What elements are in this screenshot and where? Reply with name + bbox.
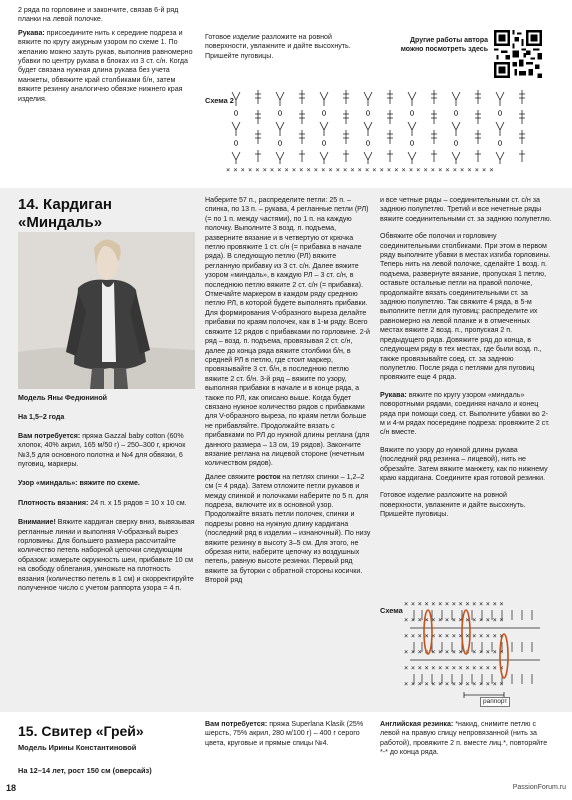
model-author: Модель Яны Федюниной	[18, 394, 108, 402]
finishing-text: Готовое изделие разложите на ровной поверхности, увлажните и дайте высохнуть. Пришейте пуговицы.	[205, 33, 351, 60]
pattern-paragraph: Узор «миндаль»: вяжите по схеме.	[18, 479, 140, 488]
svg-text:×××××××××××××××: ×××××××××××××××	[404, 600, 507, 608]
section-15-author: Модель Ирины Константиновой	[18, 743, 137, 752]
cardigan-photo	[18, 232, 195, 389]
rapport-label: раппорт	[480, 697, 510, 707]
page-number: 18	[6, 783, 17, 793]
svg-text:×××××××××××××××: ×××××××××××××××	[404, 664, 507, 672]
qr-caption: Другие работы автора можно посмотреть здесь	[400, 37, 488, 53]
qr-code-icon[interactable]	[494, 30, 542, 78]
finishing-14-text: Готовое изделие разложите на ровной поверхности, увлажните и дайте высохнуть. Пришейте пуговицы.	[380, 491, 526, 519]
bands-text: Обвяжите обе полочки и горловину соединительными столбиками. При этом в первом ряду выполните убавки в местах изгиба горловины. Теперь нить на левой полочке, сделайте 1 возд. п. подъема, развернуте вязание, пропуская 1 петлю, оставьте остальные петли на правой полочке, продолжайте вязать соединительными ст. за заднюю полупетлю. Так свяжите 4 ряда, в 5-м выполните петли для пуговиц: распределите их равномерно на левой планке и в отмеченных местах вяжите 2 возд. п., пропуская 2 п. предыдущего ряда. Довяжите ряд до конца, в следующем ряду в тех местах, где были возд. п., также провязывайте соед. ст. за заднюю полупетлю. После ряда с петлями для пуговиц провяжите еще 4 ряда.	[380, 232, 551, 382]
section-15-materials: Вам потребуется: пряжа Superlana Klasik (25% шерсть, 75% акрил, 280 м/100 г) – 400 г серого цвета, круговые и прямые спицы №4.	[205, 720, 364, 747]
section-15-rib: Английская резинка: *накид, снимите петлю с левой на правую спицу непровязанной (нить за работой), провяжите 2 п. вместе лиц.*, повторяйте *-* до конца ряда.	[380, 720, 548, 757]
site-watermark: PassionForum.ru	[512, 784, 566, 791]
scheme-2-caption: Схема 2	[205, 96, 234, 105]
scheme-caption: Схема	[380, 606, 403, 615]
svg-text:×××××××××××××××: ×××××××××××××××	[404, 648, 507, 656]
materials-paragraph: Вам потребуется: пряжа Gazzal baby cotton (60% хлопок, 40% акрил, 165 м/50 г) – 250–300 г, крючок №3,5 для основного полотна и №4 для обвязки, 6 пуговиц, маркеры.	[18, 431, 186, 469]
section-14-left-column	[18, 394, 198, 598]
svg-text:×××××××××××××××: ×××××××××××××××	[404, 680, 507, 688]
section-14-right-column	[380, 196, 552, 524]
section-14-middle-column	[205, 196, 371, 590]
attention-paragraph: Внимание! Вяжите кардиган сверху вниз, вывязывая регланные линии и выполняя V-образный вырез горловины. Для большего размера рассчитайте количество петель наборной цепочки следующим образом: измерьте окружность шеи, прибавьте 10 см на свободу облегания, умножьте на плотность вязания (количество петель в 1 см) и скорректируйте полученное число с учетом раппорта узора = 4 п.	[18, 518, 195, 593]
svg-text:×××××××××××××××: ×××××××××××××××	[404, 632, 507, 640]
top-intro: 2 ряда по горловине и закончите, связав 6-й ряд планки на левой полочке.	[18, 6, 179, 24]
almond-pattern-chart	[404, 598, 546, 706]
svg-text:×××××××××××××××: ×××××××××××××××	[404, 616, 507, 624]
svg-text:××××××××××××××××××××××××××××××: ×××××××××××××××××××××××××××××××××××××	[226, 166, 497, 174]
instructions-yoke: Наберите 57 п., распределите петли: 25 п. – спинка, по 13 п. – рукава, 4 регланные петли (РЛ) (= по 1 п. между частями), по 1 п. на каждую полочку. Выполните 3 возд. п. подъема, разверните вязание и в четвертую от крючка петлю провяжите 1 ст. с/н (= прибавка в начале ряда). В следующую петлю (РЛ) вяжите регланную прибавку из 3 ст. с/н. Далее вяжите узором «миндаль», в каждую РЛ – 3 ст. с/н, в последнюю петлю вяжите 2 ст. с/н (= прибавка). Отмечайте маркером в каждом ряду среднюю петлю РЛ, в которой будете выполнять прибавки. Для формирования V-образного выреза делайте прибавки по краям полочек, как в 1-м ряду. Всего свяжите 12 рядов с прибавками по горловине. 2-й ряд – возд. п. подъема, провязывая 2 ст. с/н, далее до конца ряда вяжите столбики б/н, в средней РЛ в петлю, где стоит маркер, провязывайте 3 ст. б/н, в последнюю петлю вяжите 2 ст. б/н. 3-й ряд – вяжите по узору, выполняя прибавки в начале и в конце ряда, а также по РЛ, как описано выше. Когда будет связано нужное количество рядов с прибавками для V-образного выреза, по краям петли больше не прибавляйте. Продолжайте вязать с прибавками по РЛ до нужной длины реглана (для данного размера – 13 см, 19 рядов). Закончите вязание реглана на лицевой стороне (нечетным количеством рядов).	[205, 196, 370, 468]
instructions-body: Далее свяжите росток на петлях спинки – 1,2–2 см (= 4 ряда). Затем отложите петли рукавов и между спинкой и полочками наберите по 5 п. для подреза, включите их в основной узор. Продолжайте вязать петли полочек, спинки и подрезы ровно на нужную длину кардигана (последний ряд в изделии – изнаночный). По низу вяжите резинку в высоту 3–5 см. Для этого, не обрезая нити, наберите цепочку из воздушных петель, равную высоте резинки. Первый ряд вяжите за буторки с обратной стороны косички. Второй ряд	[205, 472, 371, 585]
cuff-text: Вяжите по узору до нужной длины рукава (последний ряд резинка – лицевой), нить не обрезайте. Затем вяжите манжету, как по нижнему краю кардигана. Соедините края готовой резинки.	[380, 445, 548, 482]
top-middle-column	[205, 33, 370, 65]
section-14-title: 14. Кардиган «Миндаль»	[18, 196, 112, 231]
density-paragraph: Плотность вязания: 24 п. х 15 рядов = 10 х 10 см.	[18, 498, 187, 507]
model-age: На 1,5–2 года	[18, 413, 65, 422]
section-15-title: 15. Свитер «Грей»	[18, 723, 144, 739]
rib-rows-text: и все четные ряды – соединительными ст. с/н за заднюю полупетлю. Третий и все нечетные ряды вяжите соединительными ст. за заднюю полупетлю.	[380, 196, 552, 223]
top-left-column	[18, 6, 196, 108]
sleeves-paragraph: Рукава: присоедините нить к середине подреза и вяжите по кругу ажурным узором по схеме 1. По желанию можно зазуть рукав, выполнив равномерно убавки по центру рукава в блоках из 3 ст. с/н. Когда будет связана нужная длина рукава без учета манжеты, обвяжите край столбиками б/н, затем вяжите резинку аналогично обвязке нижнего края изделия.	[18, 28, 193, 103]
section-15-age: На 12–14 лет, рост 150 см (оверсайз)	[18, 766, 152, 775]
scheme-2-chart	[226, 86, 548, 176]
sleeves-14-paragraph: Рукава: вяжите по кругу узором «миндаль» поворотными рядами, соединяя начало и конец ряда при помощи соед. ст. Выполните убавки во 2-м и 4-м рядах посередине подреза: провяжите 2 ст. с/н вместе.	[380, 390, 550, 437]
